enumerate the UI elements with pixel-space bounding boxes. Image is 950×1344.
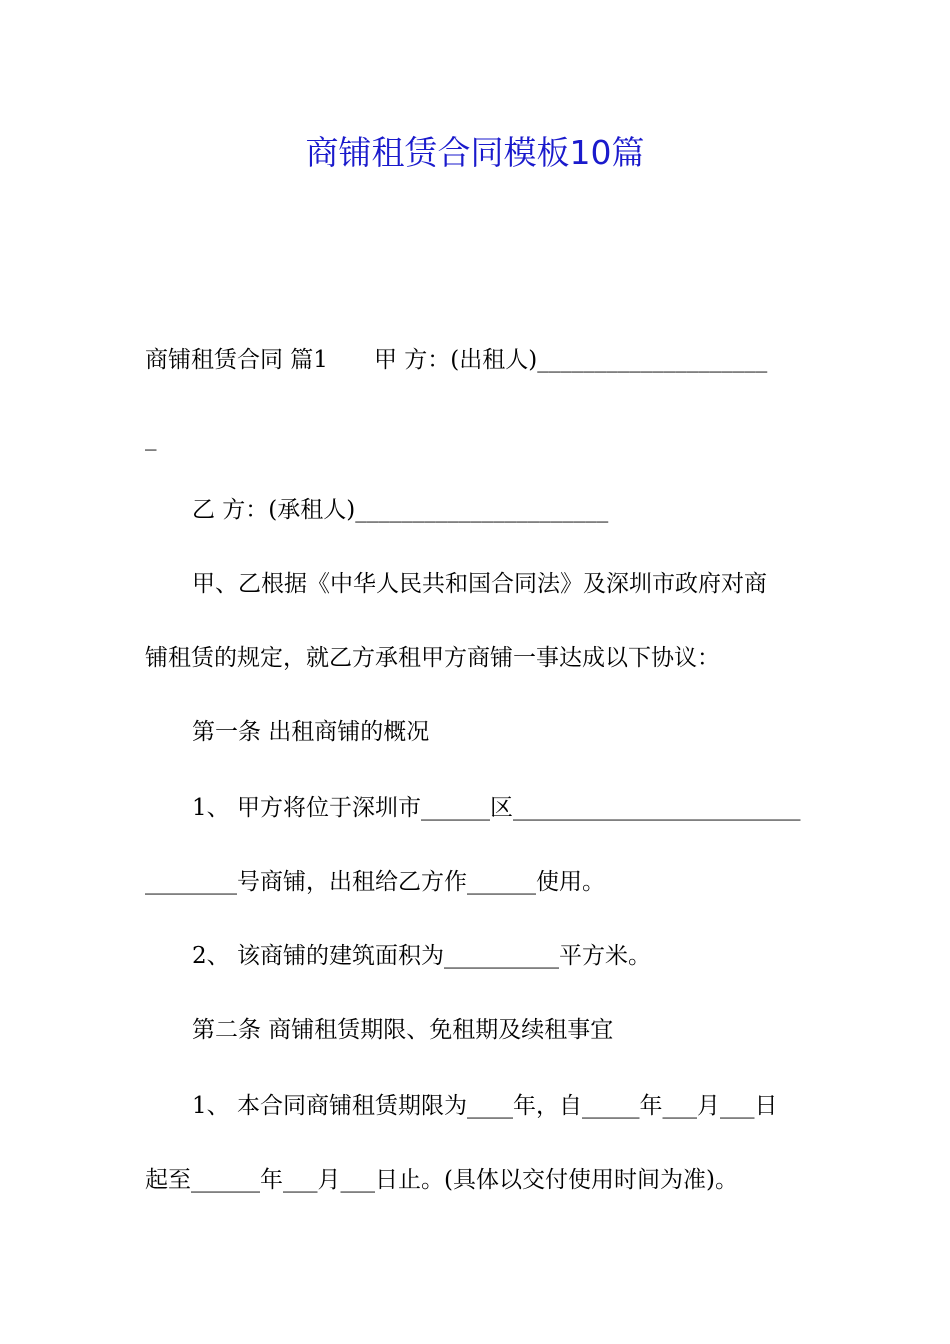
article-2-heading: 第二条 商铺租赁期限、免租期及续租事宜 [192, 1017, 614, 1043]
preamble-line-1: 甲、乙根据《中华人民共和国合同法》及深圳市政府对商 [192, 571, 767, 597]
article-1-clause-1-line-2: ________号商铺，出租给乙方作______使用。 [145, 869, 605, 895]
article-1-heading: 第一条 出租商铺的概况 [192, 719, 430, 745]
article-2-clause-1-line-1: 1、 本合同商铺租赁期限为____年，自_____年___月___日 [192, 1093, 778, 1119]
party-b-line: 乙 方：(承租人)______________________ [192, 497, 609, 523]
continuation-underscore: _ [145, 425, 157, 451]
article-2-clause-1-line-2: 起至______年___月___日止。(具体以交付使用时间为准)。 [145, 1167, 738, 1193]
preamble-line-2: 铺租赁的规定，就乙方承租甲方商铺一事达成以下协议： [145, 645, 720, 671]
document-title: 商铺租赁合同模板10篇 [305, 133, 645, 172]
contract-heading-line: 商铺租赁合同 篇1 甲 方：(出租人)____________________ [145, 347, 768, 373]
article-1-clause-2: 2、 该商铺的建筑面积为__________平方米。 [192, 943, 651, 969]
article-1-clause-1-line-1: 1、 甲方将位于深圳市______区_________________________ [192, 795, 801, 821]
